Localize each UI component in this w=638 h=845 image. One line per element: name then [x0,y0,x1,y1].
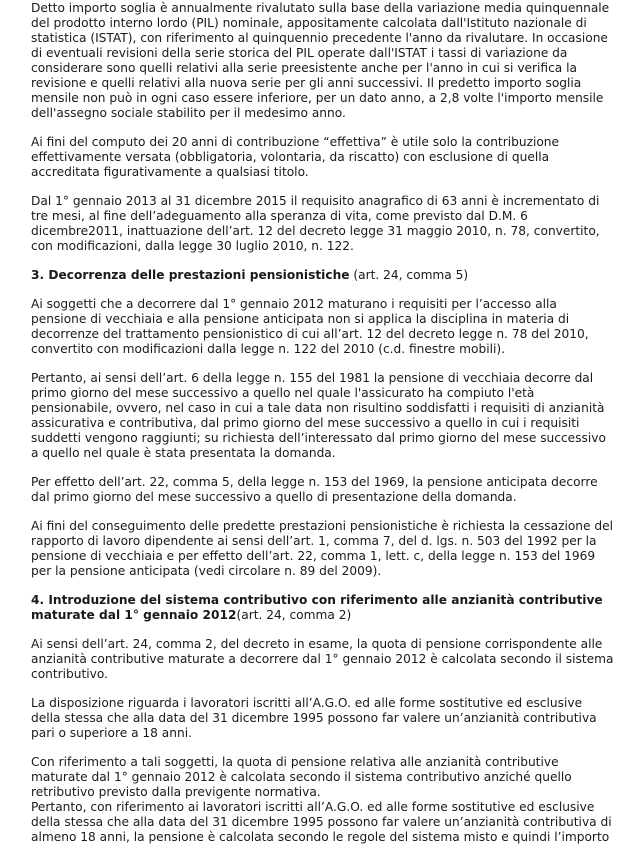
heading-reference: (art. 24, comma 5) [349,268,469,282]
text-line: per la pensione anticipata (vedi circolare n. 89 del 2009). [31,564,382,578]
text-line: assicurativa e contributiva, dal primo giorno del mese successivo a quello in cui i requisiti [31,416,580,430]
text-line: pensione di vecchiaia e alla pensione anticipata non si applica la disciplina in materia di [31,312,570,326]
text-line: della stessa che alla data del 31 dicembre 1995 possono far valere un’anzianità contributiva di [31,815,612,829]
body-paragraph [31,800,612,845]
body-paragraph [31,637,614,682]
heading-title: 4. Introduzione del sistema contributivo con riferimento alle anzianità contributive [31,593,603,607]
text-line: Per effetto dell’art. 22, comma 5, della legge n. 153 del 1969, la pensione anticipata decorre [31,475,598,489]
text-line: di eventuali revisioni della serie storica del PIL operate dall'ISTAT i tassi di variazione da [31,46,568,60]
text-line: Ai sensi dell’art. 24, comma 2, del decreto in esame, la quota di pensione corrispondente alle [31,637,603,651]
text-line: effettivamente versata (obbligatoria, volontaria, da riscatto) con esclusione di quella [31,150,550,164]
body-paragraph [31,755,604,800]
body-paragraph [31,1,610,121]
text-line: convertito con modificazioni dalla legge n. 122 del 2010 (c.d. finestre mobili). [31,342,506,356]
text-line: del prodotto interno lordo (PIL) nominale, appositamente calcolata dall'Istituto nazionale di [31,16,587,30]
text-line: accreditata figurativamente a qualsiasi titolo. [31,165,309,179]
text-line: della stessa che alla data del 31 dicembre 1995 possono far valere un’anzianità contributiva [31,711,597,725]
text-line: Ai fini del conseguimento delle predette prestazioni pensionistiche è richiesta la cessazione del [31,519,614,533]
body-paragraph [31,135,604,180]
text-line: primo giorno del mese successivo a quello nel quale l'assicurato ha compiuto l'età [31,386,535,400]
text-line: dal primo giorno del mese successivo a quello di presentazione della domanda. [31,490,517,504]
text-line: Ai soggetti che a decorrere dal 1° gennaio 2012 maturano i requisiti per l’accesso alla [31,297,557,311]
body-paragraph [31,519,614,579]
heading-title: 3. Decorrenza delle prestazioni pensionistiche [31,268,350,282]
text-line: statistica (ISTAT), con riferimento al quinquennio precedente l'anno da rivalutare. In occasione [31,31,608,45]
heading-title: maturate dal 1° gennaio 2012 [31,608,237,622]
text-line: revisione e quelli relativi alla nuova serie per gli anni successivi. Il predetto importo soglia [31,76,582,90]
text-line: Pertanto, con riferimento ai lavoratori iscritti all’A.G.O. ed alle forme sostitutive ed esclusive [31,800,595,814]
text-line: Pertanto, ai sensi dell’art. 6 della legge n. 155 del 1981 la pensione di vecchiaia decorre dal [31,371,594,385]
body-paragraph [31,194,604,254]
body-paragraph [31,696,604,741]
text-line: maturate dal 1° gennaio 2012 è calcolata secondo il sistema contributivo anziché quello [31,770,572,784]
text-line: dell'assegno sociale stabilito per il medesimo anno. [31,106,346,120]
text-line: anzianità contributive maturate a decorrere dal 1° gennaio 2012 è calcolata secondo il sistema [31,652,614,666]
text-line: pensionabile, ovvero, nel caso in cui a tale data non risultino soddisfatti i requisiti di anzianità [31,401,605,415]
text-line: suddetti vengono raggiunti; su richiesta dell’interessato dal primo giorno del mese successivo [31,431,606,445]
text-line: Detto importo soglia è annualmente rivalutato sulla base della variazione media quinquennale [31,1,610,15]
text-line: decorrenze del trattamento pensionistico di cui all’art. 12 del decreto legge n. 78 del 2010, [31,327,589,341]
text-line: tre mesi, al fine dell’adeguamento alla speranza di vita, come previsto dal D.M. 6 [31,209,528,223]
text-line: almeno 18 anni, la pensione è calcolata secondo le regole del sistema misto e quindi l’importo [31,830,610,844]
text-line: con modificazioni, dalla legge 30 luglio 2010, n. 122. [31,239,354,253]
heading-line [31,268,604,283]
text-line: pensione di vecchiaia e per effetto dell’art. 22, comma 1, lett. c, della legge n. 153 del 1969 [31,549,596,563]
heading-reference: (art. 24, comma 2) [236,608,352,622]
section-heading [31,593,604,623]
heading-line [31,593,604,608]
text-line: dicembre2011, inattuazione dell’art. 12 del decreto legge 31 maggio 2010, n. 78, convertito, [31,224,600,238]
text-line: Con riferimento a tali soggetti, la quota di pensione relativa alle anzianità contributive [31,755,559,769]
heading-line [31,608,604,623]
body-paragraph [31,371,604,461]
text-line: La disposizione riguarda i lavoratori iscritti all’A.G.O. ed alle forme sostitutive ed esclusive [31,696,583,710]
text-line: a quello nel quale è stata presentata la domanda. [31,446,336,460]
text-line: considerare sono quelli relativi alla serie preesistente anche per l'anno in cui si verifica la [31,61,577,75]
section-heading [31,268,604,283]
text-line: Ai fini del computo dei 20 anni di contribuzione “effettiva” è utile solo la contribuzione [31,135,560,149]
text-line: pari o superiore a 18 anni. [31,726,192,740]
text-line: retributivo previsto dalla previgente normativa. [31,785,321,799]
text-line: rapporto di lavoro dipendente ai sensi dell’art. 1, comma 7, del d. lgs. n. 503 del 1992 per la [31,534,597,548]
text-line: Dal 1° gennaio 2013 al 31 dicembre 2015 il requisito anagrafico di 63 anni è incrementato di [31,194,600,208]
text-line: contributivo. [31,667,109,681]
body-paragraph [31,297,604,357]
text-line: mensile non può in ogni caso essere inferiore, per un dato anno, a 2,8 volte l'importo mensile [31,91,604,105]
body-paragraph [31,475,604,505]
